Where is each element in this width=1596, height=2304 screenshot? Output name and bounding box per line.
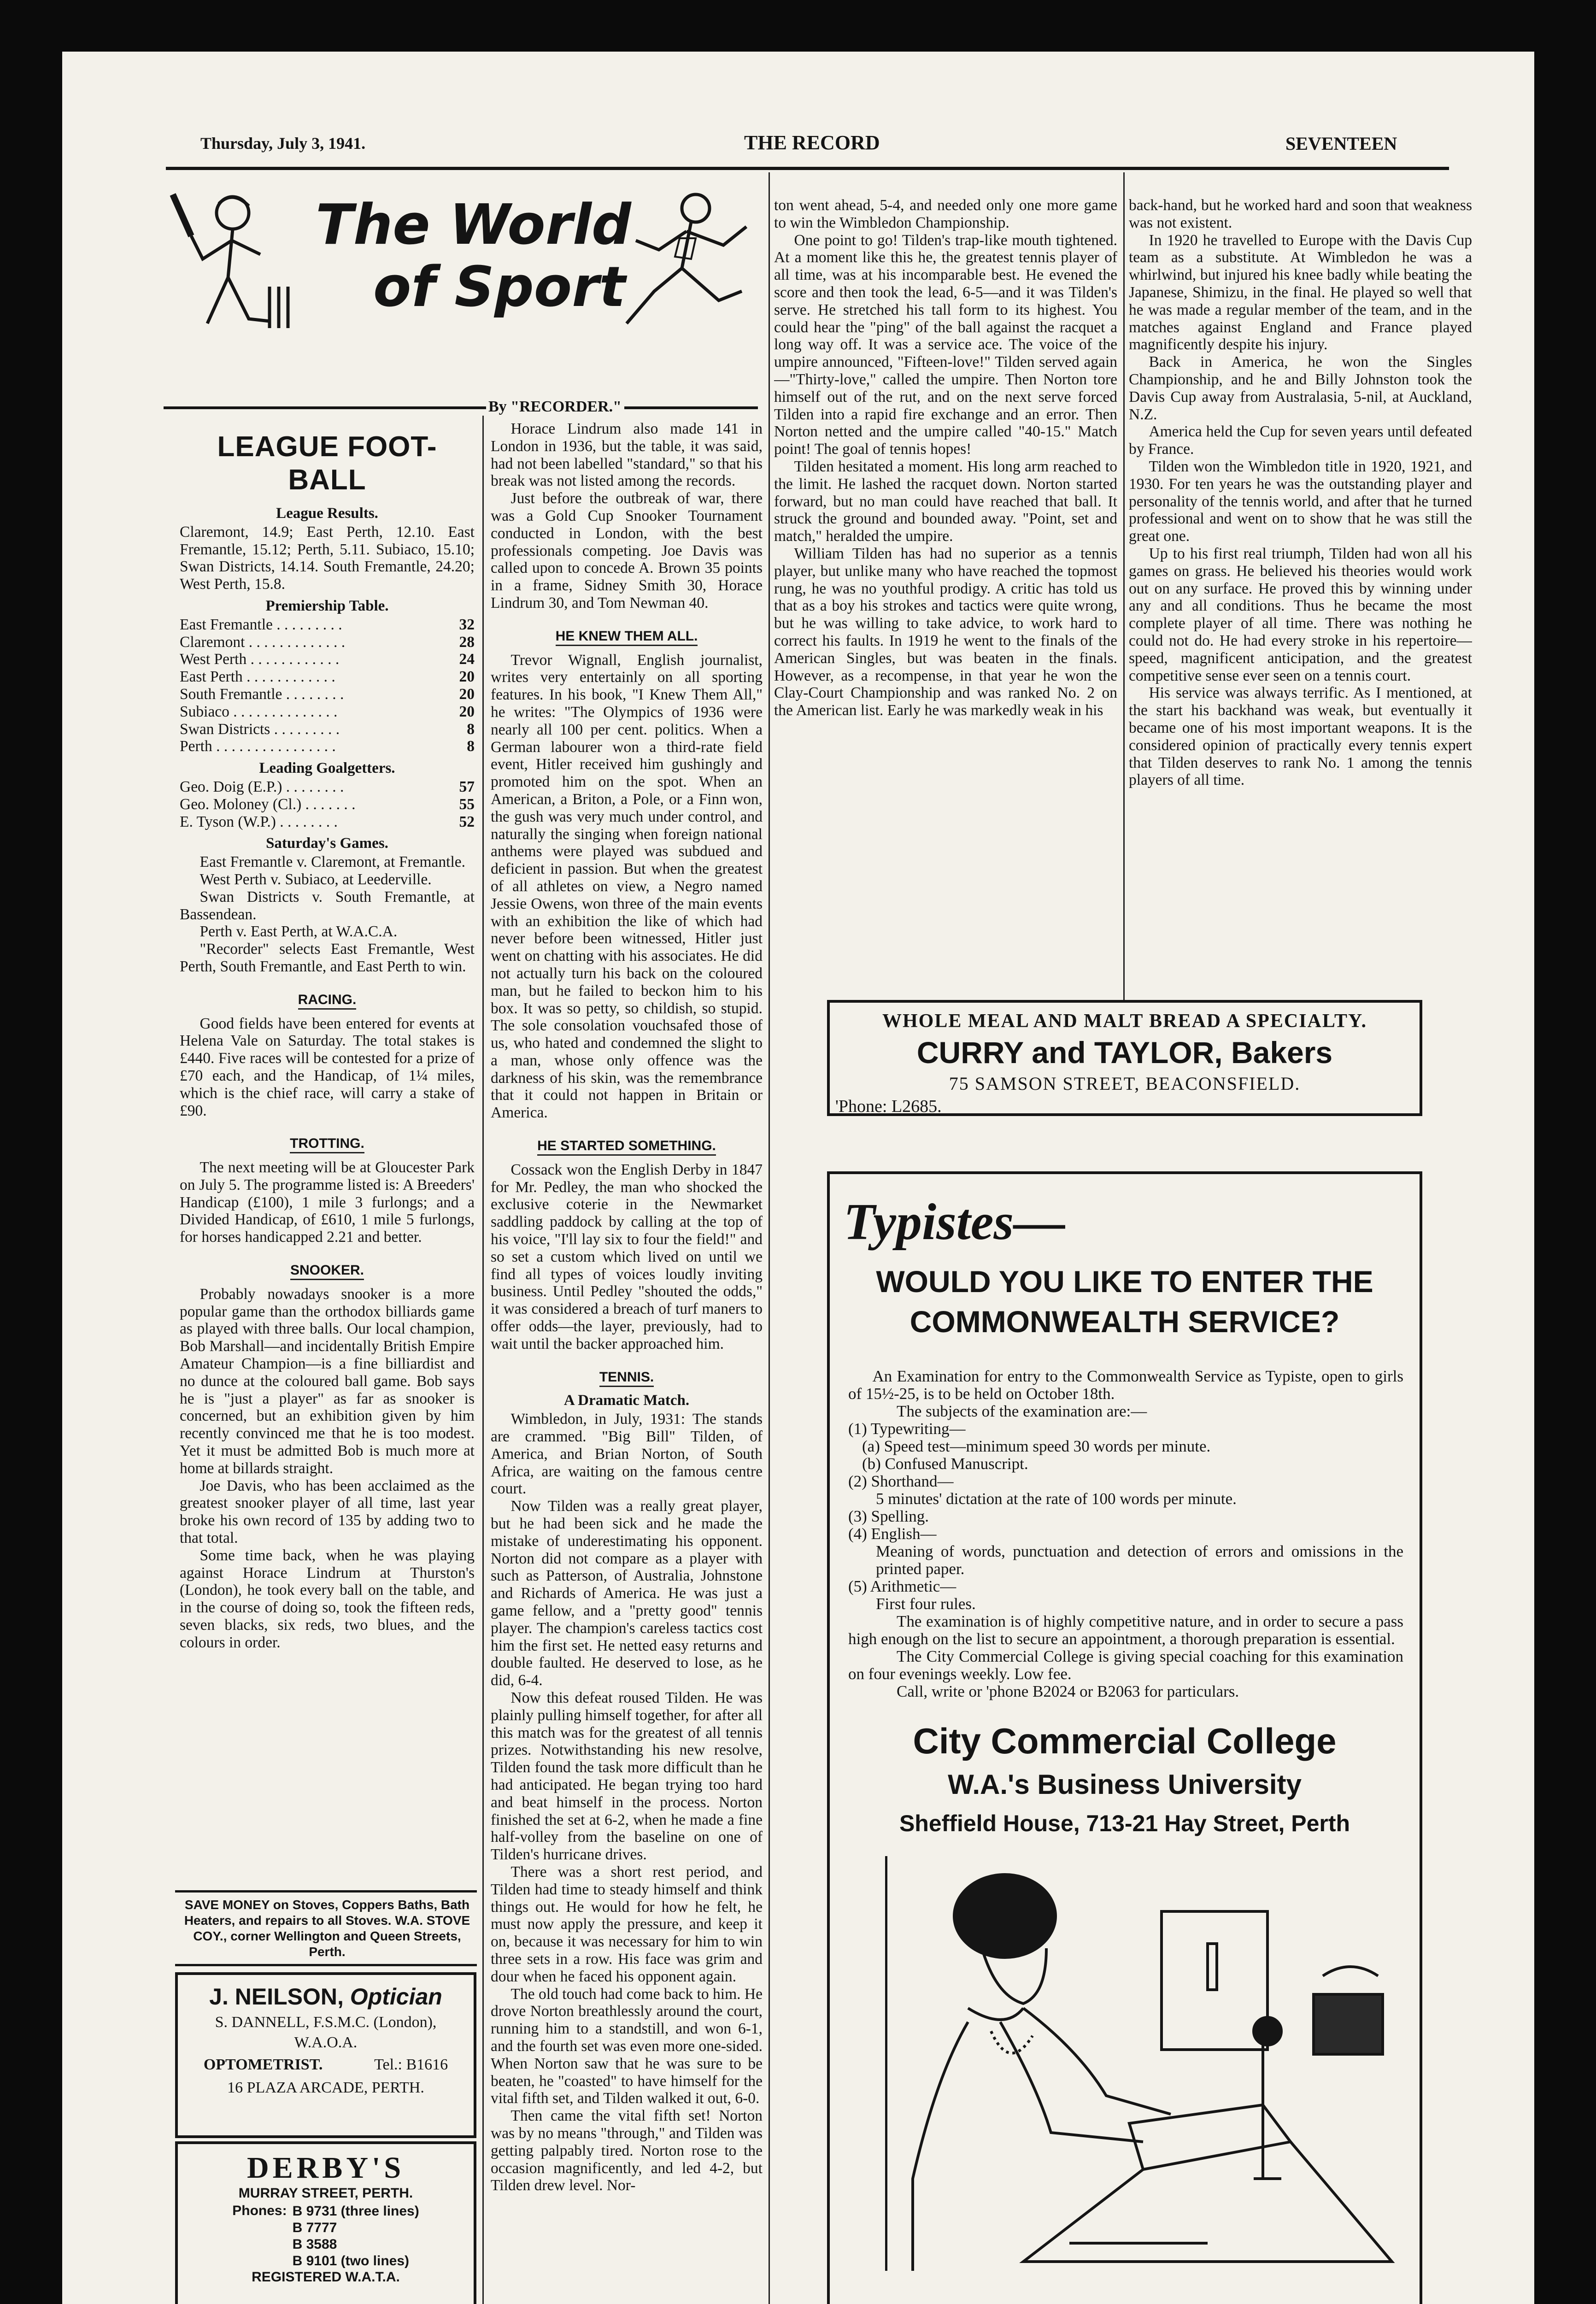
tennis-paragraph: Now Tilden was a really great player, but he had been sick and he made the mistake of underestimating his opponent. Norton did not compare as a player with such as Patterson, of Australia, Johnstone and Richards of America. He was just a game fellow, and a "pretty good" tennis player. The champion's careless tactics cost him the first set. He netted easy returns and double faulted. He deserved to lose, as he did, 6-4. [491, 1498, 763, 1689]
issue-date: Thursday, July 3, 1941. [200, 134, 366, 153]
league-football-headline: LEAGUE FOOT-BALL [217, 431, 437, 496]
team-points: 20 [459, 685, 475, 703]
tennis-paragraph: Tilden won the Wimbledon title in 1920, 1921, and 1930. For ten years he was the outstanding player and personality of the tennis world, and after that he turned professional and went on to show that he was still the great one. [1129, 458, 1472, 545]
team-name: Swan Districts . . . . . . . . . [180, 720, 340, 738]
premiership-row [180, 616, 475, 634]
page-number: SEVENTEEN [1285, 133, 1397, 154]
goalgetter-row [180, 778, 475, 796]
phone-number: B 3588 [292, 2237, 337, 2252]
player-goals: 57 [459, 778, 475, 795]
snooker-paragraph: Some time back, when he was playing against Horace Lindrum at Thurston's (London), he took every ball on the table, and in the course of doing so, took the fifteen reds, seven blacks, six reds, two blues, and the colours in order. [180, 1546, 475, 1651]
team-points: 24 [459, 651, 475, 668]
exam-subject: (5) Arithmetic— [848, 1577, 956, 1595]
premiership-row [180, 721, 475, 738]
trotting-text: The next meeting will be at Gloucester Park on July 5. The programme listed is: A Breeders' Handicap (£100), 1 mile 3 furlongs; and a Divided Handicap, of £610, 1 mile 5 furlongs, for horses handicapped 2.21 and better. [180, 1159, 475, 1246]
tennis-paragraph: One point to go! Tilden's trap-like mouth tightened. At a moment like this he, the greatest tennis player of all time, was at his incomparable best. He evened the score and then took the lead, 6-5—and it was Tilden's serve. He stretched his tall form to its highest. You could hear the "ping" of the ball against the racquet a long way off. It was a service ace. The voice of the umpire announced, "Fifteen-love!" Tilden served again—"Thirty-love," called the umpire. Then Norton tore himself out of the rut, and on the next serve forced Tilden into a rapid fire exchange and an error. Then Norton netted and the umpire called "40-15." Match point! The goal of tennis hopes! [774, 231, 1117, 458]
exam-subject: (3) Spelling. [848, 1507, 929, 1525]
snooker-paragraph: Probably nowadays snooker is a more popular game than the orthodox billiards game as played with three balls. Our local champion, Bob Marshall—and incidentally British Empire Amateur Champion—is a fine billiardist and no dunce at the coloured ball game. Bob says he is "just a player" as far as snooker is concerned, but an exhibition given by him recently convinced me that he is too modest. Yet it must be admitted Bob is much more at home at billards straight. [180, 1285, 475, 1477]
ad-rule-bottom [175, 1964, 477, 1966]
neilson-address: 16 PLAZA ARCADE, PERTH. [227, 2079, 424, 2096]
premiership-row [180, 703, 475, 721]
league-results-title: League Results. [276, 505, 378, 522]
newspaper-page [62, 52, 1534, 2304]
trotting-title: TROTTING. [180, 1135, 475, 1152]
tennis-paragraph: Then came the vital fifth set! Norton was by no means "through," and Tilden was getting palpably tired. Norton rose to the occasion magnificently, and led 4-2, but Tilden drew level. Nor- [491, 2107, 763, 2194]
typistes-ad [827, 1171, 1422, 2304]
banner-title-line1: The World [316, 193, 631, 257]
snooker-paragraph: Just before the outbreak of war, there was a Gold Cup Snooker Tournament conducted in London, with the best professionals competing. Joe Davis was called upon to concede A. Brown 35 points in a frame, Sidney Smith 30, Horace Lindrum 30, and Tom Newman 40. [491, 490, 763, 611]
player-name: E. Tyson (W.P.) . . . . . . . . [180, 813, 338, 830]
curry-phone: 'Phone: L2685. [835, 1097, 942, 1116]
player-goals: 52 [459, 813, 475, 830]
goalgetters-table [180, 778, 475, 830]
column-rule-2 [769, 172, 770, 2304]
premiership-table [180, 616, 475, 755]
column-4 [1129, 197, 1472, 1026]
snooker-title: SNOOKER. [180, 1262, 475, 1279]
college-name: City Commercial College [913, 1721, 1337, 1761]
derbys-phones-label: Phones: [232, 2203, 287, 2218]
banner-title-line2: of Sport [373, 255, 626, 319]
tennis-paragraph: Up to his first real triumph, Tilden had won all his games on grass. He believed his theories would work out on any surface. He proved this by winning under any and all conditions. Thus he became the most complete player of all time. There was nothing he could not do. He had every stroke in his repertoire—speed, magnificent anticipation, and the greatest competitive sense ever seen on a tennis court. [1129, 545, 1472, 684]
tennis-title: TENNIS. [491, 1369, 763, 1386]
banner-rule-right [624, 406, 758, 409]
derbys-ad [175, 2141, 476, 2304]
tennis-paragraph: His service was always terrific. As I mentioned, at the start his backhand was weak, but eventually it became one of his most important weapons. It is the considered opinion of practically every tennis expert that Tilden deserves to rank No. 1 among the tennis players of all time. [1129, 684, 1472, 789]
subjects-intro: The subjects of the examination are:— [897, 1402, 1147, 1420]
column-rule-3 [1123, 172, 1125, 1006]
player-name: Geo. Doig (E.P.) . . . . . . . . [180, 778, 344, 795]
column-3 [774, 197, 1117, 1026]
typistes-headline-1: WOULD YOU LIKE TO ENTER THE [876, 1264, 1373, 1299]
curry-line1: WHOLE MEAL AND MALT BREAD A SPECIALTY. [882, 1011, 1367, 1032]
typist-illustration [885, 1856, 1406, 2298]
goalgetter-row [180, 813, 475, 831]
derbys-name: DERBY'S [246, 2151, 405, 2185]
column-1 [180, 425, 475, 1904]
tennis-paragraph: Wimbledon, in July, 1931: The stands are crammed. "Big Bill" Tilden, of America, and Brian Norton, of South Africa, are waiting on the famous centre court. [491, 1411, 763, 1498]
team-points: 20 [459, 703, 475, 720]
exam-paragraph: Call, write or 'phone B2024 or B2063 for particulars. [897, 1682, 1239, 1700]
tennis-paragraph: Tilden hesitated a moment. His long arm reached to the limit. He lashed the racquet down. Norton started forward, but no man could have reached that ball. It struck the ground and bounded away. "Point, set and match," heralded the umpire. [774, 458, 1117, 545]
derbys-street: MURRAY STREET, PERTH. [238, 2186, 413, 2201]
exam-paragraph: The examination is of highly competitive nature, and in order to secure a pass high enough on the list to secure an appointment, a thorough preparation is essential. [848, 1612, 1403, 1648]
tennis-paragraph: In 1920 he travelled to Europe with the Davis Cup team as a substitute. At Wimbledon he was a whirlwind, but injured his knee badly while beating the Japanese, Shimizu, in the final. He played so well that he was made a regular member of the team, and in the matches against England and France played magnificently despite his injury. [1129, 231, 1472, 353]
tennis-paragraph: Now this defeat roused Tilden. He was plainly pulling himself together, for after all this match was for the greatest of all tennis prizes. Notwithstanding his new resolve, Tilden found the task more difficult than he had anticipated. He began trying too hard and beat himself in the process. Norton finished the set at 6-2, when he made a fine half-volley from the baseline on one of Tilden's hurricane drives. [491, 1689, 763, 1863]
tennis-paragraph: America held the Cup for seven years until defeated by France. [1129, 423, 1472, 458]
byline: By "RECORDER." [488, 398, 622, 415]
paper-name: THE RECORD [744, 131, 880, 154]
premiership-row [180, 738, 475, 755]
racing-title: RACING. [180, 991, 475, 1009]
team-points: 20 [459, 668, 475, 686]
exam-paragraph: The City Commercial College is giving special coaching for this examination on four evenings weekly. Low fee. [848, 1647, 1403, 1683]
runner-illustration [617, 185, 760, 337]
cricketer-illustration [164, 185, 297, 337]
knew-them-all-title: HE KNEW THEM ALL. [491, 628, 763, 645]
college-address: Sheffield House, 713-21 Hay Street, Perth [899, 1810, 1350, 1836]
banner-rule-left [164, 406, 486, 409]
player-goals: 55 [459, 795, 475, 813]
racing-text: Good fields have been entered for events at Helena Vale on Saturday. The total stakes is £440. Five races will be contested for a prize of £70 each, and the Handicap, of 1¼ miles, which is the chief race, will carry a stake of £90. [180, 1015, 475, 1119]
team-name: South Fremantle . . . . . . . . [180, 685, 344, 703]
league-results: Claremont, 14.9; East Perth, 12.10. East Fremantle, 15.12; Perth, 5.11. Subiaco, 15.10; Swan Districts, 14.14. South Fremantle, 24.20; West Perth, 15.8. [180, 523, 475, 593]
neilson-optometrist: OPTOMETRIST. [203, 2056, 323, 2073]
curry-taylor-ad [827, 1000, 1422, 1116]
saturday-games [180, 853, 475, 976]
world-of-sport-banner [164, 185, 758, 413]
saturday-game: Swan Districts v. South Fremantle, at Bassendean. [180, 888, 475, 923]
phone-number: B 9731 (three lines) [292, 2204, 419, 2219]
tennis-paragraph: ton went ahead, 5-4, and needed only one more game to win the Wimbledon Championship. [774, 197, 1117, 231]
team-name: East Perth . . . . . . . . . . . . [180, 668, 335, 686]
team-name: Claremont . . . . . . . . . . . . . [180, 633, 346, 651]
team-points: 8 [467, 720, 475, 738]
goalgetters-title: Leading Goalgetters. [259, 760, 395, 777]
typistes-title: Typistes— [844, 1193, 1066, 1251]
saturday-game: Perth v. East Perth, at W.A.C.A. [200, 923, 398, 940]
saturday-game: East Fremantle v. Claremont, at Fremantle. [200, 853, 466, 871]
exam-subject: 5 minutes' dictation at the rate of 100 words per minute. [876, 1490, 1237, 1508]
tennis-subtitle: A Dramatic Match. [563, 1392, 690, 1409]
derbys-registered: REGISTERED W.A.T.A. [252, 2269, 400, 2285]
phone-number: B 7777 [292, 2220, 337, 2235]
neilson-role: Optician [350, 1984, 442, 2010]
premiership-title: Premiership Table. [265, 597, 389, 614]
neilson-ad [175, 1972, 476, 2138]
college-tagline: W.A.'s Business University [948, 1769, 1302, 1800]
phone-number: B 9101 (two lines) [292, 2253, 410, 2269]
neilson-tel: Tel.: B1616 [374, 2056, 448, 2073]
exam-subject: First four rules. [876, 1595, 976, 1613]
snooker-paragraph: Joe Davis, who has been acclaimed as the greatest snooker player of all time, last year broke his own record of 135 by adding two to that total. [180, 1477, 475, 1547]
premiership-row [180, 686, 475, 703]
team-name: Perth . . . . . . . . . . . . . . . . [180, 738, 336, 755]
premiership-row [180, 634, 475, 651]
header-rule [166, 167, 1449, 170]
team-name: West Perth . . . . . . . . . . . . [180, 651, 340, 668]
neilson-line2: S. DANNELL, F.S.M.C. (London), [215, 2014, 437, 2031]
snooker-text [180, 1286, 475, 1652]
saturday-game: West Perth v. Subiaco, at Leederville. [200, 870, 432, 888]
knew-them-all-text: Trevor Wignall, English journalist, writes very entertainly on all sporting features. In his book, "I Knew Them All," he writes: "The Olympics of 1936 were nearly all 100 per cent. politics. When a German labourer won a third-rate field event, Hitler received him gushingly and promoted him on the spot. When an American, a Briton, a Pole, or a Finn won, the gush was very much under control, and naturally the singing when foreign national anthems were played was subdued and deficient in passion. But when the greatest of all athletes on view, a Negro named Jessie Owens, won three of the main events with an exhibition the like of which had never before been witnessed, Hitler just went on chatting with his associates. He did not actually turn his back on the coloured man, but he failed to beckon him to his box. It was so petty, so childish, so stupid. The sole consolation vouchsafed those of us, who hated and condemned the slight to a man, whose only offence was the darkness of his skin, was the remembrance that it could not happen in Britain or America. [491, 651, 763, 1122]
neilson-line3: W.A.O.A. [294, 2034, 358, 2051]
started-something-text: Cossack won the English Derby in 1847 for Mr. Pedley, the man who shocked the exclusive coterie in the Newmarket saddling paddock by calling at the top of his voice, "I'll lay six to four the field!" and so set a custom which lived on until we find all types of voices loudly inviting business. Until Pedley "shouted the odds," it was considered a breach of turf maners to offer odds—the layer, previously, had to wait until the backer approached him. [491, 1161, 763, 1352]
typistes-body [848, 1368, 1403, 1700]
curry-name: CURRY and TAYLOR, Bakers [916, 1035, 1333, 1070]
player-name: Geo. Moloney (Cl.) . . . . . . . [180, 795, 356, 813]
tennis-paragraph: back-hand, but he worked hard and soon that weakness was not existent. [1129, 197, 1472, 231]
goalgetter-row [180, 796, 475, 813]
exam-subject: (4) English— [848, 1525, 937, 1543]
exam-intro: An Examination for entry to the Commonwealth Service as Typiste, open to girls of 15½-25, is to be held on October 18th. [848, 1367, 1403, 1403]
ad-rule-top [175, 1890, 477, 1893]
tennis-paragraph: William Tilden has had no superior as a tennis player, but unlike many who have reached the topmost rung, he was no youthful prodigy. A critic has told us that as a boy his strokes and tactics were quite wrong, but he was willing to take advice, to work hard to correct his faults. In 1919 he went to the finals of the American Singles, but was beaten in the finals. However, as a recompense, in that year he won the Clay-Court Championship and was ranked No. 2 on the American list. Early he was markedly weak in his [774, 545, 1117, 719]
team-points: 28 [459, 633, 475, 651]
exam-subject: (a) Speed test—minimum speed 30 words per minute. [862, 1437, 1211, 1455]
tennis-paragraph: Back in America, he won the Singles Championship, and he and Billy Johnston took the Davis Cup away from Australasia, 5-nil, at Auckland, N.Z. [1129, 353, 1472, 423]
team-name: East Fremantle . . . . . . . . . [180, 616, 342, 633]
column-rule-1 [482, 416, 484, 2304]
saturday-game: "Recorder" selects East Fremantle, West Perth, South Fremantle, and East Perth to win. [180, 940, 475, 975]
exam-subject: (b) Confused Manuscript. [862, 1455, 1028, 1473]
tennis-paragraph: There was a short rest period, and Tilden had time to steady himself and think things out. He would for how he felt, he must now apply the pressure, and keep it on, because it was necessary for him to win three sets in a row. His face was grim and dour when he faced his opponent again. [491, 1863, 763, 1985]
exam-subject: (2) Shorthand— [848, 1472, 954, 1490]
stove-ad: SAVE MONEY on Stoves, Coppers Baths, Bath Heaters, and repairs to all Stoves. W.A. STOVE COY., corner Wellington and Queen Streets, Perth. [184, 1898, 470, 1959]
premiership-row [180, 668, 475, 686]
snooker-paragraph: Horace Lindrum also made 141 in London in 1936, but the table, it was said, had not been labelled "standard," so that his break was not listed among the records. [491, 420, 763, 490]
column-2 [491, 420, 763, 2304]
started-something-title: HE STARTED SOMETHING. [491, 1137, 763, 1155]
tennis-paragraph: The old touch had come back to him. He drove Norton breathlessly around the court, running him to a standstill, and won 6-1, and the fourth set was even more one-sided. When Norton saw that he was sure to be beaten, he "coasted" to have himself for the vital fifth set, and Tilden walked it out, 6-0. [491, 1985, 763, 2107]
exam-subject: Meaning of words, punctuation and detection of errors and omissions in the printed paper. [876, 1542, 1403, 1578]
derbys-phones [293, 2203, 419, 2269]
team-points: 8 [467, 738, 475, 755]
typistes-headline-2: COMMONWEALTH SERVICE? [909, 1305, 1340, 1339]
curry-address: 75 SAMSON STREET, BEACONSFIELD. [949, 1073, 1301, 1094]
team-points: 32 [459, 616, 475, 633]
premiership-row [180, 651, 475, 668]
exam-subject: (1) Typewriting— [848, 1420, 966, 1438]
neilson-name: J. NEILSON, [209, 1984, 344, 2010]
saturday-games-title: Saturday's Games. [266, 835, 388, 852]
team-name: Subiaco . . . . . . . . . . . . . . [180, 703, 338, 720]
